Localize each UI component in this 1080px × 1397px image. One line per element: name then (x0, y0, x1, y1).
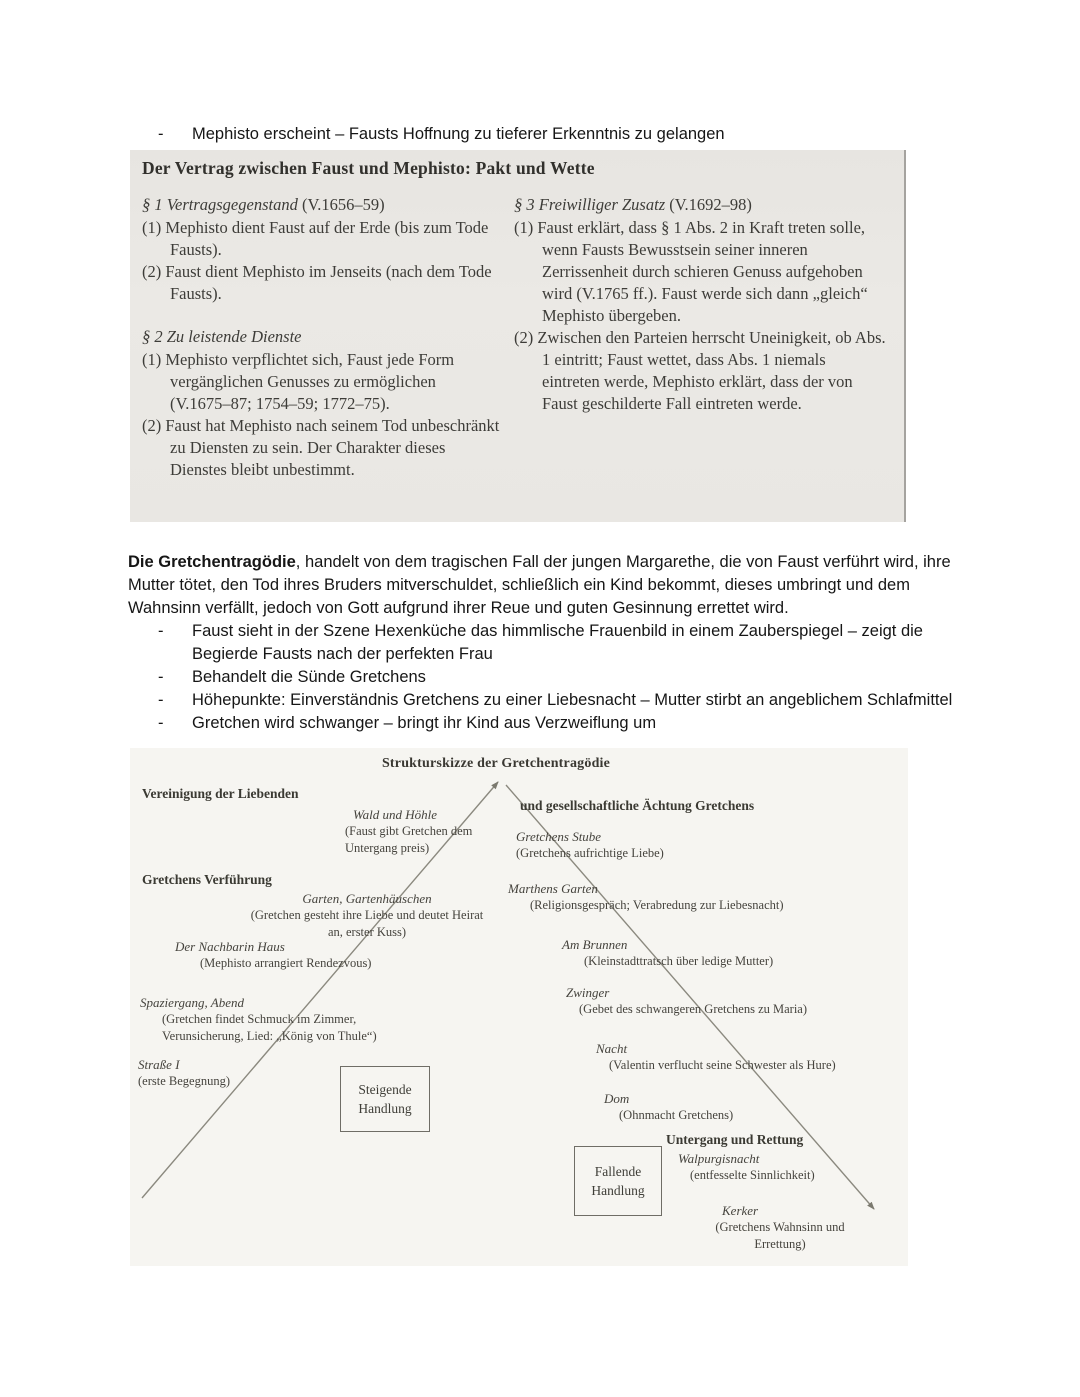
bullet-dash: - (158, 622, 164, 640)
contract-item: (1) Mephisto dient Faust auf der Erde (bis zum Tode Fausts). (142, 218, 489, 259)
header-verfuehrung: Gretchens Verführung (142, 872, 272, 887)
gretchen-bullet-list (128, 620, 966, 735)
scene-walpurgisnacht: Walpurgisnacht (entfesselte Sinnlichkeit) (678, 1151, 815, 1182)
gretchen-lead-text: , handelt von dem tragischen Fall der jungen Margarethe, die von Faust verführt wird, ihre Mutter tötet, den Tod ihres Bruders mitverschuldet, schließlich ein Kind bekommt, dieses umbringt und dem Wahnsinn verfällt, jedoch von Gott aufgrund ihrer Reue und guten Gesinnung errettet wird. (128, 553, 951, 617)
contract-title: Der Vertrag zwischen Faust und Mephisto: Pakt und Wette (142, 158, 595, 178)
scene-nacht: Nacht (Valentin verflucht seine Schwester als Hure) (596, 1041, 836, 1072)
section-number: § 3 (514, 195, 535, 214)
section-heading (142, 194, 500, 216)
falling-action-box: Fallende Handlung (574, 1146, 662, 1216)
scene-marthens-garten: Marthens Garten (Religionsgespräch; Verabredung zur Liebesnacht) (508, 881, 784, 912)
top-note-text: Mephisto erscheint – Fausts Hoffnung zu tieferer Erkenntnis zu gelangen (192, 125, 725, 143)
contract-section-1 (142, 194, 500, 305)
bullet-dash: - (158, 125, 164, 143)
list-item: - Faust sieht in der Szene Hexenküche das himmlische Frauenbild in einem Zauberspiegel – zeigt die Begierde Fausts nach der perfekten Frau (128, 620, 966, 666)
contract-item: (1) Faust erklärt, dass § 1 Abs. 2 in Kraft treten solle, wenn Fausts Bewusstsein seiner inneren Zerrissenheit durch schieren Genuss aufgehoben wird (V.1765 ff.). Faust werde sich dann „gleich“ Mephisto übergeben. (514, 218, 868, 325)
bullet-dash: - (158, 668, 164, 686)
contract-columns (142, 194, 890, 481)
scene-nachbarin-haus: Der Nachbarin Haus (Mephisto arrangiert Rendezvous) (175, 939, 372, 970)
section-verse-ref: (V.1656–59) (301, 195, 385, 214)
gretchen-lead-paragraph (128, 551, 966, 620)
diagram-title: Strukturskizze der Gretchentragödie (381, 756, 611, 771)
section-number: § 1 (142, 195, 163, 214)
section-number: § 2 (142, 327, 163, 346)
scene-gretchens-stube: Gretchens Stube (Gretchens aufrichtige Liebe) (516, 829, 664, 860)
section-name: Freiwilliger Zusatz (538, 195, 666, 214)
contract-item: (1) Mephisto verpflichtet sich, Faust jede Form vergänglichen Genusses zu ermöglichen (V.1675–87; 1754–59; 1772–75). (142, 350, 455, 413)
contract-item: (2) Zwischen den Parteien herrscht Uneinigkeit, ob Abs. 1 eintritt; Faust wettet, dass Abs. 1 niemals eintreten werde, Mephisto erklärt, dass der von Faust geschilderte Fall eintreten werde. (514, 328, 886, 413)
section-name: Zu leistende Dienste (166, 327, 302, 346)
contract-scan (130, 150, 906, 522)
scene-garten: Garten, Gartenhäuschen (Gretchen gesteht ihre Liebe und deutet Heirat an, erster Kuss) (250, 891, 484, 939)
contract-section-2 (142, 326, 500, 481)
scene-spaziergang-abend: Spaziergang, Abend (Gretchen findet Schmuck im Zimmer, Verunsicherung, Lied: „König von Thule“) (140, 995, 377, 1043)
scene-wald-und-hoehle: Wald und Höhle (Faust gibt Gretchen dem Untergang preis) (345, 807, 473, 855)
rising-action-box: Steigende Handlung (340, 1066, 430, 1132)
contract-item: (2) Faust dient Mephisto im Jenseits (nach dem Tode Fausts). (142, 262, 492, 303)
list-item: - Höhepunkte: Einverständnis Gretchens zu einer Liebesnacht – Mutter stirbt an angeblichem Schlafmittel (128, 689, 966, 712)
bullet-dash: - (158, 714, 164, 732)
structure-diagram (130, 748, 908, 1266)
header-untergang: Untergang und Rettung (666, 1132, 804, 1147)
scene-am-brunnen: Am Brunnen (Kleinstadttratsch über ledige Mutter) (562, 937, 774, 968)
gretchen-lead-bold: Die Gretchentragödie (128, 553, 296, 571)
list-item: - Gretchen wird schwanger – bringt ihr Kind aus Verzweiflung um (128, 712, 966, 735)
list-item: - Behandelt die Sünde Gretchens (128, 666, 966, 689)
section-name: Vertragsgegenstand (166, 195, 298, 214)
scene-strasse-1: Straße I (erste Begegnung) (138, 1057, 230, 1088)
contract-right-column (514, 194, 886, 481)
scene-dom: Dom (Ohnmacht Gretchens) (604, 1091, 734, 1122)
bullet-dash: - (158, 691, 164, 709)
contract-item: (2) Faust hat Mephisto nach seinem Tod unbeschränkt zu Diensten zu sein. Der Charakter dieses Dienstes bleibt unbestimmt. (142, 416, 500, 479)
contract-section-3 (514, 194, 886, 415)
gretchen-section (128, 551, 966, 735)
section-verse-ref: (V.1692–98) (669, 195, 752, 214)
contract-left-column (142, 194, 500, 481)
header-vereinigung: Vereinigung der Liebenden (142, 786, 299, 801)
header-aechtung: und gesellschaftliche Ächtung Gretchens (520, 798, 755, 813)
scene-kerker: Kerker (Gretchens Wahnsinn und Errettung) (715, 1203, 845, 1251)
top-note-bullet (128, 123, 968, 146)
section-heading (142, 326, 500, 348)
scene-zwinger: Zwinger (Gebet des schwangeren Gretchens zu Maria) (566, 985, 808, 1016)
section-heading (514, 194, 886, 216)
